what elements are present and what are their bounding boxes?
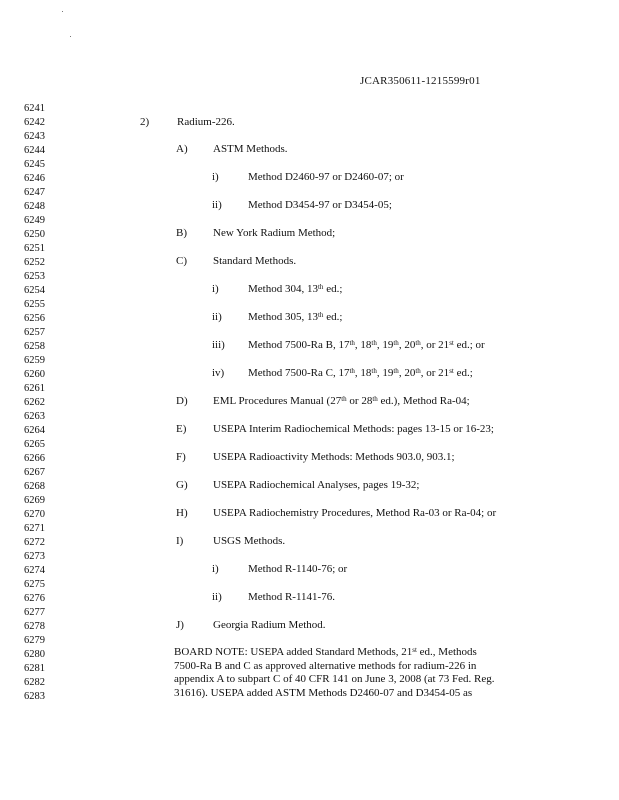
line-number: 6260 — [24, 369, 45, 380]
line-number: 6246 — [24, 173, 45, 184]
item-I-i-label: i) — [212, 563, 219, 575]
document-id: JCAR350611-1215599r01 — [360, 75, 481, 87]
line-number: 6242 — [24, 117, 45, 128]
item-C-ii-text: Method 305, 13th ed.; — [248, 311, 343, 323]
item-C-iv-text: Method 7500-Ra C, 17th, 18th, 19th, 20th, or 21st ed.; — [248, 367, 473, 379]
line-number: 6252 — [24, 257, 45, 268]
line-number: 6261 — [24, 383, 45, 394]
line-number: 6280 — [24, 649, 45, 660]
item-J-label: J) — [176, 619, 184, 631]
board-note-line-1: BOARD NOTE: USEPA added Standard Methods, 21st ed., Methods — [174, 646, 477, 658]
item-H-label: H) — [176, 507, 188, 519]
line-number: 6263 — [24, 411, 45, 422]
line-number: 6267 — [24, 467, 45, 478]
board-note-line-4: 31616). USEPA added ASTM Methods D2460-07 and D3454-05 as — [174, 686, 473, 699]
item-A-ii-text: Method D3454-97 or D3454-05; — [248, 199, 392, 211]
item-A-i-label: i) — [212, 171, 219, 183]
item-D-label: D) — [176, 395, 188, 407]
line-number: 6281 — [24, 663, 45, 674]
item-C-iii-label: iii) — [212, 339, 225, 351]
line-number: 6241 — [24, 103, 45, 114]
line-number: 6277 — [24, 607, 45, 618]
item-J-text: Georgia Radium Method. — [213, 619, 326, 631]
line-number: 6258 — [24, 341, 45, 352]
line-number: 6270 — [24, 509, 45, 520]
line-number: 6266 — [24, 453, 45, 464]
item-A-ii-label: ii) — [212, 199, 222, 211]
item-A-text: ASTM Methods. — [213, 143, 288, 155]
board-note-line-2: 7500-Ra B and C as approved alternative methods for radium-226 in — [174, 659, 477, 672]
item-A-i-text: Method D2460-97 or D2460-07; or — [248, 171, 404, 183]
line-number: 6249 — [24, 215, 45, 226]
line-number: 6250 — [24, 229, 45, 240]
item-C-iv-label: iv) — [212, 367, 225, 379]
line-number: 6269 — [24, 495, 45, 506]
item-D-text: EML Procedures Manual (27th or 28th ed.), Method Ra-04; — [213, 395, 470, 407]
item-C-i-label: i) — [212, 283, 219, 295]
item-C-label: C) — [176, 255, 187, 267]
item-2-number: 2) — [140, 116, 150, 128]
item-C-text: Standard Methods. — [213, 255, 297, 267]
line-number: 6276 — [24, 593, 45, 604]
item-I-i-text: Method R-1140-76; or — [248, 563, 348, 575]
line-number: 6244 — [24, 145, 45, 156]
board-note-line-3: appendix A to subpart C of 40 CFR 141 on June 3, 2008 (at 73 Fed. Reg. — [174, 673, 495, 686]
line-number: 6248 — [24, 201, 45, 212]
line-number: 6247 — [24, 187, 45, 198]
scan-speck — [70, 36, 71, 37]
line-number: 6283 — [24, 691, 45, 702]
item-I-ii-label: ii) — [212, 591, 222, 603]
item-G-text: USEPA Radiochemical Analyses, pages 19-32; — [213, 479, 420, 491]
line-number: 6264 — [24, 425, 45, 436]
line-number: 6265 — [24, 439, 45, 450]
item-F-label: F) — [176, 451, 186, 463]
line-number: 6253 — [24, 271, 45, 282]
line-number: 6256 — [24, 313, 45, 324]
line-number: 6282 — [24, 677, 45, 688]
item-H-text: USEPA Radiochemistry Procedures, Method Ra-03 or Ra-04; or — [213, 507, 497, 519]
line-number: 6279 — [24, 635, 45, 646]
board-note — [174, 646, 534, 700]
line-number: 6272 — [24, 537, 45, 548]
scan-speck — [62, 11, 63, 12]
item-E-text: USEPA Interim Radiochemical Methods: pages 13-15 or 16-23; — [213, 423, 494, 435]
line-number: 6273 — [24, 551, 45, 562]
item-C-ii-label: ii) — [212, 311, 222, 323]
line-number: 6251 — [24, 243, 45, 254]
line-number: 6259 — [24, 355, 45, 366]
line-number: 6278 — [24, 621, 45, 632]
line-number: 6245 — [24, 159, 45, 170]
item-G-label: G) — [176, 479, 188, 491]
line-number: 6262 — [24, 397, 45, 408]
line-number: 6254 — [24, 285, 45, 296]
line-number: 6271 — [24, 523, 45, 534]
item-I-ii-text: Method R-1141-76. — [248, 591, 335, 603]
item-B-text: New York Radium Method; — [213, 227, 336, 239]
line-number: 6257 — [24, 327, 45, 338]
item-E-label: E) — [176, 423, 187, 435]
item-A-label: A) — [176, 143, 188, 155]
line-number: 6274 — [24, 565, 45, 576]
item-C-iii-text: Method 7500-Ra B, 17th, 18th, 19th, 20th, or 21st ed.; or — [248, 339, 485, 351]
line-number: 6275 — [24, 579, 45, 590]
item-I-label: I) — [176, 535, 184, 547]
item-2-heading: Radium-226. — [177, 116, 235, 128]
line-number: 6243 — [24, 131, 45, 142]
item-I-text: USGS Methods. — [213, 535, 286, 547]
item-F-text: USEPA Radioactivity Methods: Methods 903.0, 903.1; — [213, 451, 455, 463]
line-number: 6255 — [24, 299, 45, 310]
item-C-i-text: Method 304, 13th ed.; — [248, 283, 343, 295]
item-B-label: B) — [176, 227, 187, 239]
line-number: 6268 — [24, 481, 45, 492]
